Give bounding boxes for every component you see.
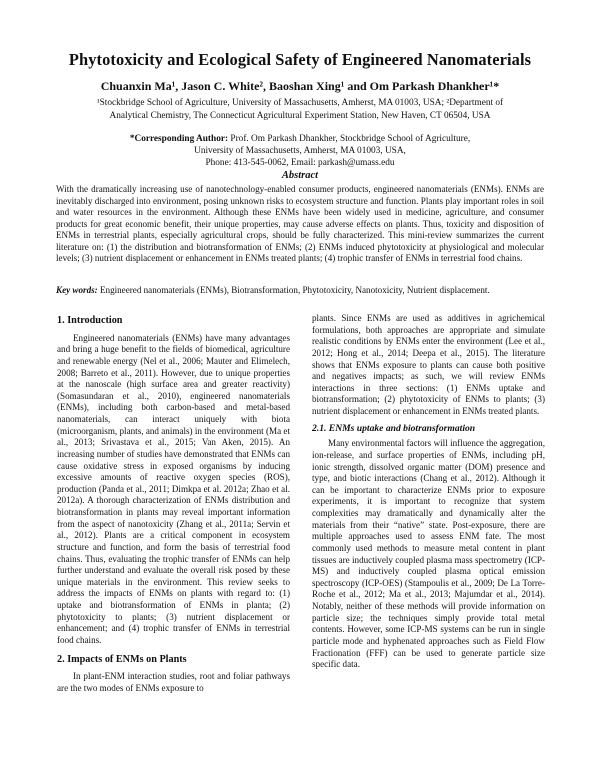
corresponding-name: Prof. Om Parkash Dhankher, Stockbridge School of Agriculture, xyxy=(228,134,471,144)
paper-title: Phytotoxicity and Ecological Safety of Engineered Nanomaterials xyxy=(68,50,532,69)
section-2-paragraph: In plant-ENM interaction studies, root and foliar pathways are the two modes of ENMs exposure to xyxy=(57,671,290,693)
abstract-heading: Abstract xyxy=(281,170,319,181)
corresponding-line-3: Phone: 413-545-0062, Email: parkash@umass.edu xyxy=(205,158,395,168)
affiliations xyxy=(70,97,530,123)
abstract-text: With the dramatically increasing use of nanotechnology-enabled consumer products, engineered nanomaterials (ENMs). ENMs are inevitably discharged into environment, posing unknown risks to ecosystem structure and function. Plants play important roles in soil and water resources in the environment. Although these ENMs have been widely used in medicine, agriculture, and consumer products for great economic benefit, their unique properties, may cause adverse effects on plants. Thus, toxicity and disposition of ENMs in terrestrial plants, especially agricultural crops, should be fully characterized. This mini-review summarizes the current literature on: (1) the distribution and biotransformation of ENMs; (2) ENMs induced phytotoxicity at physiological and molecular levels; (3) nutrient displacement or enhancement in ENMs treated plants; (4) trophic transfer of ENMs in terrestrial food chains. xyxy=(56,184,544,264)
subsection-2-1-paragraph: Many environmental factors will influence the aggregation, ion-release, and surface properties of ENMs, including pH, ionic strength, dissolved organic matter (DOM) presence and type, and biotic interactions (Chang et al., 2012). Although it can be important to characterize ENMs prior to exposure experiments, it is important to recognize that system complexities may dramatically and dynamically alter the materials from their “native” state. Post-exposure, there are multiple approaches used to assess ENM fate. The most commonly used methods to measure metal content in plant tissues are inductively coupled plasma mass spectrometry (ICP-MS) and inductively coupled plasma optical emission spectroscopy (ICP-OES) (Stampoulis et al., 2009; De La Torre-Roche et al., 2012; Ma et al., 2013; Majumdar et al., 2014). Notably, neither of these methods will provide information on particle size; the techniques simply provide total metal contents. However, some ICP-MS systems can be run in single particle mode and hyphenated approaches such as Field Flow Fractionation (FFF) can be used to generate particle size specific data. xyxy=(312,438,545,670)
keywords-label: Key words: xyxy=(56,285,98,295)
affiliation-line-1: ¹Stockbridge School of Agriculture, University of Massachusetts, Amherst, MA 01003, USA; ²Department of xyxy=(96,98,504,108)
corresponding-author xyxy=(90,133,510,169)
corresponding-label: *Corresponding Author: xyxy=(129,134,229,144)
keywords-text: Engineered nanomaterials (ENMs), Biotransformation, Phytotoxicity, Nanotoxicity, Nutrient displacement. xyxy=(97,285,490,295)
section-1-paragraph: Engineered nanomaterials (ENMs) have many advantages and bring a huge benefit to the fields of biomedical, agriculture and renewable energy (Nel et al., 2006; Mauter and Elimelech, 2008; Barreto et al., 2011). However, due to unique properties at the nanoscale (high surface area and greater reactivity) (Somasundaran et al., 2010), engineered nanomaterials (ENMs), including both carbon-based and metal-based nanomaterials, can interact uniquely with biota (microorganism, plants, and animals) in the environment (Ma et al., 2013; Srivastava et al., 2015; Van Aken, 2015). An increasing number of studies have demonstrated that ENMs can cause oxidative stress in exposed organisms by inducing excessive amounts of reactive oxygen species (ROS), production (Panda et al., 2011; Dimkpa et al. 2012a; Zhao et al. 2012a). A thorough characterization of ENMs distribution and biotransformation in plants may reveal important information from the aspect of nanotoxicity (Zhang et al., 2011a; Servin et al., 2012). Plants are a critical component in ecosystem structure and function, and form the basis of terrestrial food chains. Thus, evaluating the trophic transfer of ENMs can help further understand and evaluate the overall risk posed by these unique materials in the environment. This review seeks to address the impacts of ENMs on plants with regard to: (1) uptake and biotransformation of ENMs in planta; (2) phytotoxicity to plants; (3) nutrient displacement or enhancement; and (4) trophic transfer of ENMs in terrestrial food chains. xyxy=(57,332,290,645)
left-column xyxy=(57,313,290,694)
section-2-heading: 2. Impacts of ENMs on Plants xyxy=(57,653,187,665)
keywords xyxy=(56,285,544,297)
right-column xyxy=(312,313,545,671)
corresponding-line-2: University of Massachusetts, Amherst, MA 01003, USA, xyxy=(194,146,406,156)
section-1-heading: 1. Introduction xyxy=(57,315,123,326)
affiliation-line-2: Analytical Chemistry, The Connecticut Agricultural Experiment Station, New Haven, CT 06504, USA xyxy=(109,111,491,121)
author-list: Chuanxin Ma¹, Jason C. White², Baoshan Xing¹ and Om Parkash Dhankher¹* xyxy=(100,79,500,93)
section-2-continued-paragraph: plants. Since ENMs are used as additives in agrichemical formulations, both approaches are appropriate and simulate realistic conditions by ENMs enter the environment (Lee et al., 2012; Hong et al., 2014; Deepa et al., 2015). The literature shows that ENMs exposure to plants can cause both positive and negatives impacts; as such, we will review ENMs interactions in three sections: (1) ENMs uptake and biotransformation; (2) phytotoxicity of ENMs to plants; (3) nutrient displacement or enhancement in ENMs treated plants. xyxy=(312,313,545,416)
corresponding-line-1 xyxy=(90,133,510,145)
subsection-2-1-heading: 2.1. ENMs uptake and biotransformation xyxy=(312,422,476,434)
